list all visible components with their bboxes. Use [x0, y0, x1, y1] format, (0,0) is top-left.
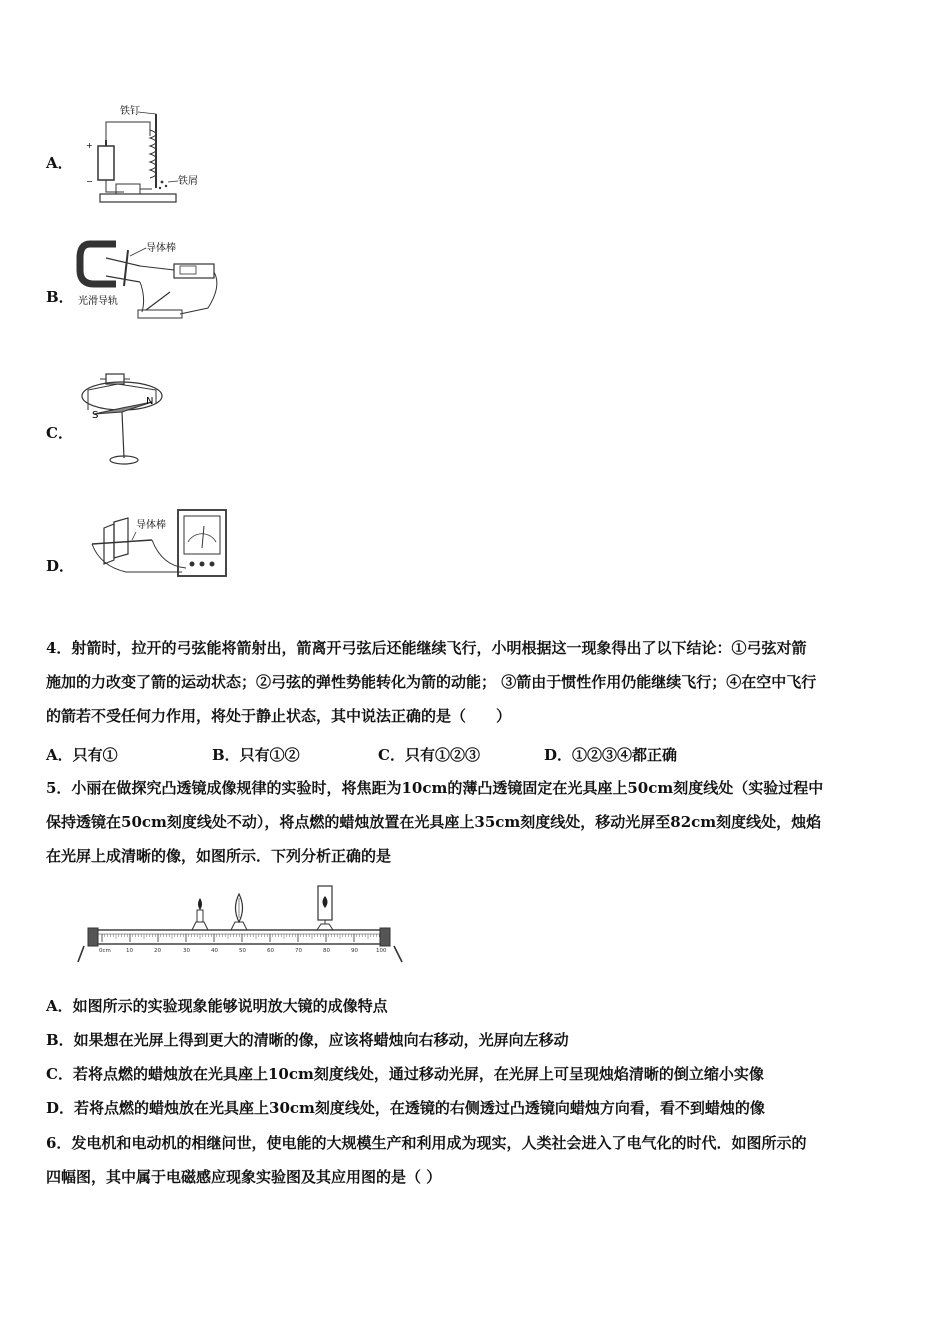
- bench-tick-100: 100: [376, 948, 387, 954]
- question-4-text: [46, 631, 816, 733]
- figure-galvanometer: [86, 506, 232, 586]
- bench-tick-90: 90: [351, 948, 358, 954]
- q4-choice-a[interactable]: A．只有①: [46, 746, 118, 764]
- q4-line-3: 的箭若不受任何力作用，将处于静止状态，其中说法正确的是（ ）: [46, 707, 512, 725]
- figure-compass-coil: [80, 364, 170, 470]
- bench-tick-10: 10: [126, 948, 133, 954]
- label-conductor-rod-d: 导体棒: [136, 520, 166, 531]
- label-pole-n: N: [146, 396, 154, 407]
- convex-lens: [231, 894, 247, 930]
- q4-line-2: 施加的力改变了箭的运动状态；②弓弦的弹性势能转化为箭的动能； ③箭由于惯性作用仍能继续飞行；④在空中飞行: [46, 673, 817, 691]
- bench-tick-20: 20: [154, 948, 161, 954]
- figure-electromagnet: [72, 100, 222, 210]
- bench-tick-marks: [102, 934, 382, 942]
- q5-option-d[interactable]: D．若将点燃的蜡烛放在光具座上30cm刻度线处，在透镜的右侧透过凸透镜向蜡烛方向看，看不到蜡烛的像: [46, 1099, 765, 1117]
- label-conductor-rod: 导体棒: [146, 243, 176, 254]
- q4-choice-d[interactable]: D．①②③④都正确: [544, 746, 678, 764]
- bench-tick-50: 50: [239, 948, 246, 954]
- bench-tick-40: 40: [211, 948, 218, 954]
- option-b-label: B．: [46, 288, 74, 306]
- label-iron-filings: 铁屑: [178, 176, 198, 187]
- light-screen: [317, 886, 333, 930]
- svg-text:+: +: [86, 141, 93, 150]
- q5-option-c[interactable]: C．若将点燃的蜡烛放在光具座上10cm刻度线处，通过移动光屏，在光屏上可呈现烛焰清晰的倒立缩小实像: [46, 1065, 764, 1083]
- bench-tick-0: 0cm: [99, 948, 111, 954]
- bench-tick-30: 30: [183, 948, 190, 954]
- q4-choices: [46, 744, 677, 765]
- q5-line-3: 在光屏上成清晰的像，如图所示．下列分析正确的是: [46, 847, 392, 865]
- q6-line-2: 四幅图，其中属于电磁感应现象实验图及其应用图的是（ ）: [46, 1168, 442, 1186]
- label-smooth-rail: 光滑导轨: [78, 296, 118, 307]
- q4-choice-c[interactable]: C．只有①②③: [378, 746, 480, 764]
- option-d-label: D．: [46, 557, 75, 575]
- bench-tick-70: 70: [295, 948, 302, 954]
- question-5-text: [46, 771, 823, 873]
- figure-rail-conductor: [76, 236, 226, 328]
- label-iron-nail: 铁钉: [120, 106, 140, 117]
- svg-text:−: −: [86, 177, 93, 186]
- q4-line-1: 4．射箭时，拉开的弓弦能将箭射出，箭离开弓弦后还能继续飞行，小明根据这一现象得出了以下结论：①弓弦对箭: [46, 639, 807, 657]
- option-a-label: A．: [46, 154, 73, 172]
- q5-options: [46, 989, 765, 1125]
- q4-choice-b[interactable]: B．只有①②: [212, 746, 300, 764]
- bench-tick-80: 80: [323, 948, 330, 954]
- option-c-label: C．: [46, 424, 73, 442]
- q5-option-a[interactable]: A．如图所示的实验现象能够说明放大镜的成像特点: [46, 997, 388, 1015]
- figure-optical-bench: [74, 884, 410, 966]
- question-6-text: [46, 1126, 806, 1194]
- bench-tick-60: 60: [267, 948, 274, 954]
- q5-line-2: 保持透镜在50cm刻度线处不动），将点燃的蜡烛放置在光具座上35cm刻度线处，移动光屏至82cm刻度线处，烛焰: [46, 813, 822, 831]
- q5-line-1: 5．小丽在做探究凸透镜成像规律的实验时，将焦距为10cm的薄凸透镜固定在光具座上50cm刻度线处（实验过程中: [46, 779, 824, 797]
- q5-option-b[interactable]: B．如果想在光屏上得到更大的清晰的像，应该将蜡烛向右移动，光屏向左移动: [46, 1031, 569, 1049]
- label-pole-s: S: [92, 410, 99, 421]
- candle: [192, 898, 208, 930]
- q6-line-1: 6．发电机和电动机的相继问世，使电能的大规模生产和利用成为现实，人类社会进入了电气化的时代．如图所示的: [46, 1134, 807, 1152]
